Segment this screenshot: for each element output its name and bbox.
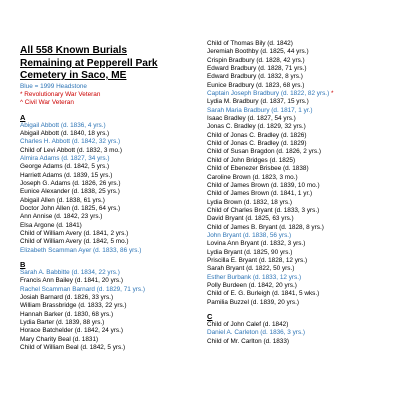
burial-entry-text: Mary Charity Beal (d. 1831) xyxy=(20,335,99,343)
burial-entry-text: Child of William Avery (d. 1841, 2 yrs.) xyxy=(20,230,129,237)
burial-entry-text: Abigail Abbott (d. 1840, 18 yrs.) xyxy=(20,129,110,137)
burial-entry-text: Child of William Beal (d. 1842, 5 yrs.) xyxy=(20,344,126,352)
burial-entry xyxy=(20,122,200,130)
burial-entry-text: Child of Jonas C. Bradley (d. 1829) xyxy=(207,140,307,148)
burial-entry xyxy=(207,174,397,182)
burial-entry-text: Child of John Calef (d. 1842) xyxy=(207,321,289,328)
burial-entry-text: Child of Thomas Bily (d. 1842) xyxy=(207,40,293,47)
burial-entry xyxy=(20,327,200,335)
burial-entry xyxy=(207,140,397,148)
right-entries xyxy=(207,40,397,307)
burial-entry xyxy=(20,163,200,171)
burial-entry-text: Child of E. G. Burleigh (d. 1841, 5 wks.) xyxy=(207,290,320,298)
burial-entry xyxy=(20,147,200,155)
legend xyxy=(20,83,200,108)
burial-entry-text: William Brassbridge (d. 1833, 22 yrs.) xyxy=(20,302,127,310)
burial-entry-text: Child of Charles Bryant (d. 1833, 3 yrs.) xyxy=(207,206,320,214)
burial-entry-text: Child of Levi Abbott (d. 1832, 3 mo.) xyxy=(20,146,122,154)
burial-entry-text: Child of James Brown (d. 1839, 10 mo.) xyxy=(207,181,320,189)
burial-entry-text: Lydia Brown (d. 1832, 18 yrs.) xyxy=(207,198,293,206)
burial-entry xyxy=(20,286,200,294)
section-letter: A xyxy=(20,112,26,122)
section-letter-c: C xyxy=(207,312,213,321)
burial-entry xyxy=(207,73,397,81)
burial-entry-text: Child of William Avery (d. 1842, 5 mo.) xyxy=(20,238,129,246)
burial-entry xyxy=(20,205,200,213)
burial-entry-text: Priscilla E. Bryant (d. 1828, 12 yrs.) xyxy=(207,256,308,264)
burial-entry-text: John Bryant (d. 1838, 56 yrs.) xyxy=(207,231,292,239)
burial-entry-text: Captain Joseph Bradbury (d. 1822, 82 yrs.) xyxy=(207,90,330,98)
page-title xyxy=(20,45,200,83)
section-letter: B xyxy=(20,260,26,270)
burial-entry-text: Jonas C. Bradley (d. 1829, 32 yrs.) xyxy=(207,123,306,131)
burial-entry-text: Charles H. Abbott (d. 1842, 32 yrs.) xyxy=(20,138,121,146)
burial-entry-text: Abigail Allen (d. 1838, 61 yrs.) xyxy=(20,196,105,204)
burial-entry-text: Doctor John Allen (d. 1825, 64 yrs.) xyxy=(20,204,121,212)
burial-entry-text: Eunice Alexander (d. 1838, 25 yrs.) xyxy=(20,188,120,196)
burial-entry xyxy=(207,265,397,273)
burial-entry xyxy=(207,329,397,337)
burial-entry-text: Elsa Argone (d. 1841) xyxy=(20,221,82,229)
burial-entry xyxy=(20,247,200,255)
burial-entry-text: Hannah Barker (d. 1830, 68 yrs.) xyxy=(20,310,114,318)
burial-entry xyxy=(207,207,397,215)
section-c-entries xyxy=(207,321,397,346)
burial-entry xyxy=(20,188,200,196)
burial-entry xyxy=(207,98,397,106)
burial-entry-text: Elizabeth Scamman Ayer (d. 1833, 86 yrs.) xyxy=(20,246,142,254)
burial-entry xyxy=(207,182,397,190)
burial-entry-text: Almira Adams (d. 1827, 34 yrs.) xyxy=(20,154,110,162)
burial-entry xyxy=(207,48,397,56)
burial-entry xyxy=(207,240,397,248)
burial-entry-text: George Adams (d. 1842, 5 yrs.) xyxy=(20,163,110,171)
burial-entry-text: Rachel Scamman Barnard (d. 1829, 71 yrs.) xyxy=(20,285,146,293)
burial-entry xyxy=(207,157,397,165)
burial-entry-text: Isaac Bradley (d. 1827, 54 yrs.) xyxy=(207,115,296,123)
burial-entry-text: Harriett Adams (d. 1839, 15 yrs.) xyxy=(20,171,113,179)
left-column xyxy=(20,45,200,352)
burial-entry-text: Edward Bradbury (d. 1828, 71 yrs.) xyxy=(207,65,307,73)
burial-entry xyxy=(20,130,200,138)
burial-entry xyxy=(207,232,397,240)
burial-entry-text: Polly Burdeen (d. 1842, 20 yrs.) xyxy=(207,281,297,289)
burial-entry xyxy=(207,123,397,131)
burial-entry xyxy=(207,338,397,346)
burial-entry xyxy=(20,213,200,221)
burial-entry xyxy=(207,321,397,329)
left-sections xyxy=(20,113,200,353)
burial-entry-text: Sarah Maria Bradbury (d. 1817, 1 yr.) xyxy=(207,106,313,114)
burial-entry xyxy=(207,257,397,265)
burial-entry xyxy=(20,155,200,163)
burial-entry-text: Child of James B. Bryant (d. 1828, 8 yrs.) xyxy=(207,223,324,231)
burial-entry xyxy=(20,222,200,230)
burial-entry-text: Sarah A. Babbitte (d. 1834, 22 yrs.) xyxy=(20,269,120,277)
burial-entry xyxy=(207,90,397,98)
burial-entry xyxy=(207,299,397,307)
legend-revolutionary: * Revolutionary War Veteran xyxy=(20,90,101,98)
burial-entry xyxy=(207,249,397,257)
burial-entry-text: Child of Mr. Carlton (d. 1833) xyxy=(207,337,290,345)
burial-entry xyxy=(20,277,200,285)
burial-entry-text: David Bryant (d. 1825, 63 yrs.) xyxy=(207,215,294,223)
burial-entry-text: Abigail Abbott (d. 1836, 4 yrs.) xyxy=(20,121,106,129)
burial-entry-text: Lydia Bryant (d. 1825, 90 yrs.) xyxy=(207,248,293,256)
burial-entry xyxy=(20,311,200,319)
title-line: All 558 Known Burials xyxy=(20,45,127,56)
burial-entry xyxy=(207,57,397,65)
burial-entry xyxy=(20,269,200,277)
burial-entry-text: Joseph G. Adams (d. 1826, 26 yrs.) xyxy=(20,179,121,187)
title-line: Remaining at Pepperell Park xyxy=(20,57,158,69)
burial-entry xyxy=(20,336,200,344)
burial-entry xyxy=(207,107,397,115)
burial-entry-text: Daniel A. Carleton (d. 1836, 3 yrs.) xyxy=(207,329,306,337)
burial-entry xyxy=(207,290,397,298)
burial-entry xyxy=(207,190,397,198)
burial-entry-text: Josiah Barnard (d. 1826, 33 yrs.) xyxy=(20,294,114,302)
burial-entry xyxy=(207,132,397,140)
burial-entry xyxy=(207,148,397,156)
burial-entry-text: Child of Susan Bragdon (d. 1826, 2 yrs.) xyxy=(207,148,322,156)
burial-entry-text: Crispin Bradbury (d. 1828, 42 yrs.) xyxy=(207,56,305,64)
burial-entry-text: Sarah Bryant (d. 1822, 50 yrs.) xyxy=(207,265,295,273)
burial-entry xyxy=(20,230,200,238)
burial-entry-text: Caroline Brown (d. 1823, 3 mo.) xyxy=(207,173,298,181)
burial-entry-text: Horace Batchelder (d. 1842, 24 yrs.) xyxy=(20,327,124,335)
burial-entry xyxy=(207,82,397,90)
burial-entry xyxy=(20,294,200,302)
burial-entry-text: Ann Annise (d. 1842, 23 yrs.) xyxy=(20,213,103,221)
burial-entry xyxy=(207,40,397,48)
burial-entry xyxy=(207,224,397,232)
burial-entry-text: Edward Bradbury (d. 1832, 8 yrs.) xyxy=(207,73,303,81)
burial-entry xyxy=(20,180,200,188)
burial-entry-text: Eunice Bradbury (d. 1823, 68 yrs.) xyxy=(207,81,305,89)
burial-entry-text: Child of John Bridges (d. 1825) xyxy=(207,156,296,164)
legend-civil-war: ^ Civil War Veteran xyxy=(20,99,74,107)
revolutionary-veteran-marker: * xyxy=(329,90,334,98)
title-line: Cemetery in Saco, ME xyxy=(20,70,127,81)
burial-entry xyxy=(207,215,397,223)
burial-entry-text: Child of James Brown (d. 1841, 1 yr.) xyxy=(207,190,313,198)
burial-entry xyxy=(207,282,397,290)
legend-headstone: Blue = 1999 Headstone xyxy=(20,82,87,90)
right-column xyxy=(207,40,397,346)
burial-entry xyxy=(20,172,200,180)
burial-entry xyxy=(207,274,397,282)
burial-entry-text: Child of Ebenezer Brisbee (d. 1838) xyxy=(207,165,309,173)
burial-entry-text: Lovina Ann Bryant (d. 1832, 3 yrs.) xyxy=(207,240,306,248)
burial-entry xyxy=(20,302,200,310)
burial-entry-text: Lydia Barter (d. 1839, 88 yrs.) xyxy=(20,319,105,327)
burial-entry xyxy=(20,138,200,146)
burial-entry-text: Jeremiah Boothby (d. 1825, 44 yrs.) xyxy=(207,48,309,56)
burial-entry xyxy=(20,344,200,352)
burial-entry xyxy=(20,238,200,246)
burial-entry-text: Francis Ann Bailey (d. 1841, 20 yrs.) xyxy=(20,277,124,285)
burial-entry xyxy=(20,319,200,327)
burial-entry xyxy=(207,65,397,73)
burial-entry xyxy=(207,115,397,123)
burial-entry xyxy=(207,199,397,207)
burial-entry xyxy=(20,197,200,205)
burial-entry-text: Child of Jonas C. Bradley (d. 1826) xyxy=(207,131,307,139)
burial-entry xyxy=(207,165,397,173)
burial-entry-text: Lydia M. Bradbury (d. 1837, 15 yrs.) xyxy=(207,98,309,106)
burial-entry-text: Esther Burbank (d. 1833, 12 yrs.) xyxy=(207,273,302,281)
burial-entry-text: Pamilia Buzzel (d. 1839, 20 yrs.) xyxy=(207,298,299,306)
